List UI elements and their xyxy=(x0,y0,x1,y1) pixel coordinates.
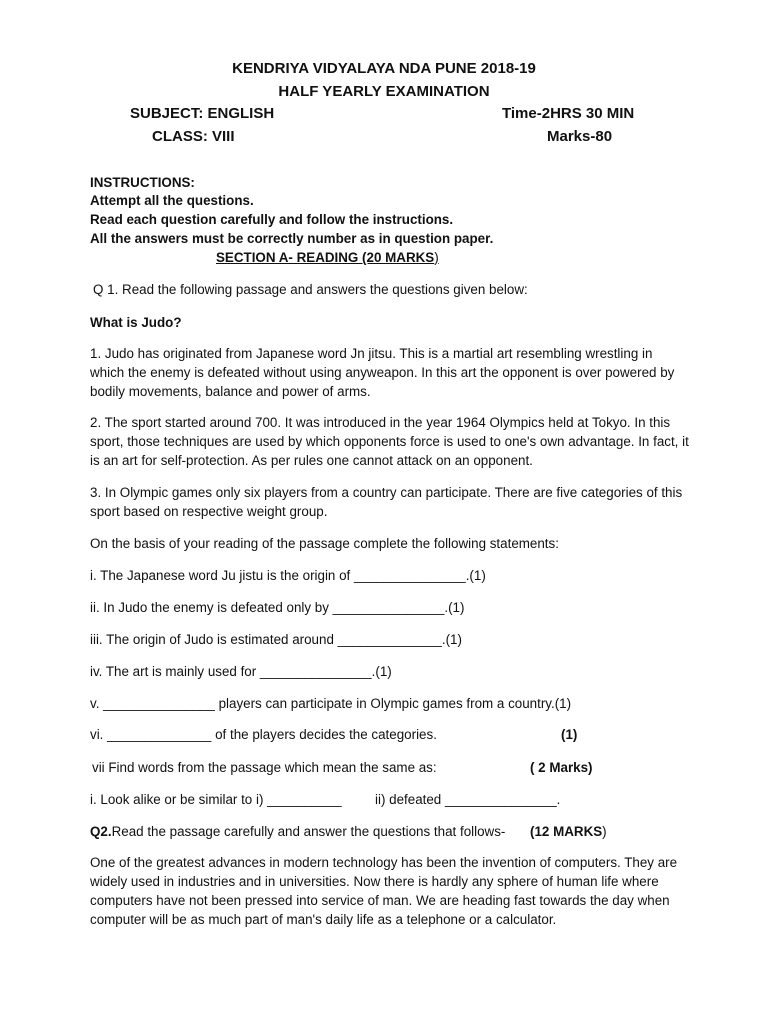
q2-label: Q2. xyxy=(90,824,112,839)
passage-paragraph-3: 3. In Olympic games only six players from a country can participate. There are five categories of this sport based on respective weight group. xyxy=(90,485,683,519)
q2-marks-close: ) xyxy=(602,824,607,839)
school-title: KENDRIYA VIDYALAYA NDA PUNE 2018-19 xyxy=(232,60,536,77)
statement-vi: vi. ______________ of the players decides the categories. xyxy=(90,727,437,742)
passage-title: What is Judo? xyxy=(90,315,182,330)
statement-ii: ii. In Judo the enemy is defeated only by _______________.(1) xyxy=(90,600,465,615)
statement-vi-marks: (1) xyxy=(561,727,578,742)
instruction-line: All the answers must be correctly number as in question paper. xyxy=(90,231,494,246)
q1-task: On the basis of your reading of the passage complete the following statements: xyxy=(90,536,559,551)
instruction-line: Read each question carefully and follow the instructions. xyxy=(90,212,454,227)
instruction-line: Attempt all the questions. xyxy=(90,193,254,208)
exam-title: HALF YEARLY EXAMINATION xyxy=(278,83,490,100)
question-vii: vii Find words from the passage which mean the same as: xyxy=(92,760,437,775)
statement-i: i. The Japanese word Ju jistu is the origin of _______________.(1) xyxy=(90,568,486,583)
q2-text: Read the passage carefully and answer the questions that follows- xyxy=(111,824,506,839)
q1-intro: Q 1. Read the following passage and answers the questions given below: xyxy=(93,282,528,297)
question-vii-marks: ( 2 Marks) xyxy=(530,760,593,775)
instructions-heading: INSTRUCTIONS: xyxy=(90,175,195,190)
statement-v: v. _______________ players can participate in Olympic games from a country.(1) xyxy=(90,696,572,711)
marks-label: Marks-80 xyxy=(547,128,613,145)
q2-heading xyxy=(90,822,505,841)
section-a-title-main: SECTION A- READING (20 MARKS xyxy=(216,250,435,265)
subject-label: SUBJECT: ENGLISH xyxy=(130,105,275,122)
section-a-title xyxy=(216,248,439,267)
q2-marks-group xyxy=(530,822,607,841)
vii-part-1: i. Look alike or be similar to i) __________ xyxy=(90,792,342,807)
passage-paragraph-2: 2. The sport started around 700. It was introduced in the year 1964 Olympics held at Tokyo. In this sport, those techniques are used by which opponents force is used to one's own advantage. In fact, it is an art for self-protection. As per rules one cannot attack on an opponent. xyxy=(90,415,689,468)
q2-marks: (12 MARKS xyxy=(530,824,603,839)
passage-paragraph-1: 1. Judo has originated from Japanese word Jn jitsu. This is a martial art resembling wrestling in which the enemy is defeated without using anyweapon. In this art the opponent is over powered by bodily movements, balance and power of arms. xyxy=(90,346,675,399)
statement-iii: iii. The origin of Judo is estimated around ______________.(1) xyxy=(90,632,462,647)
class-label: CLASS: VIII xyxy=(152,128,235,145)
vii-part-2: ii) defeated _______________. xyxy=(375,792,561,807)
q2-passage: One of the greatest advances in modern technology has been the invention of computers. They are widely used in industries and in universities. Now there is hardly any sphere of human life where computers have not been pressed into service of man. We are heading fast towards the day when computer will be as much part of man's daily life as a telephone or a calculator. xyxy=(90,855,678,927)
section-a-title-close: ) xyxy=(434,250,439,265)
time-label: Time-2HRS 30 MIN xyxy=(502,105,635,122)
statement-iv: iv. The art is mainly used for _______________.(1) xyxy=(90,664,392,679)
